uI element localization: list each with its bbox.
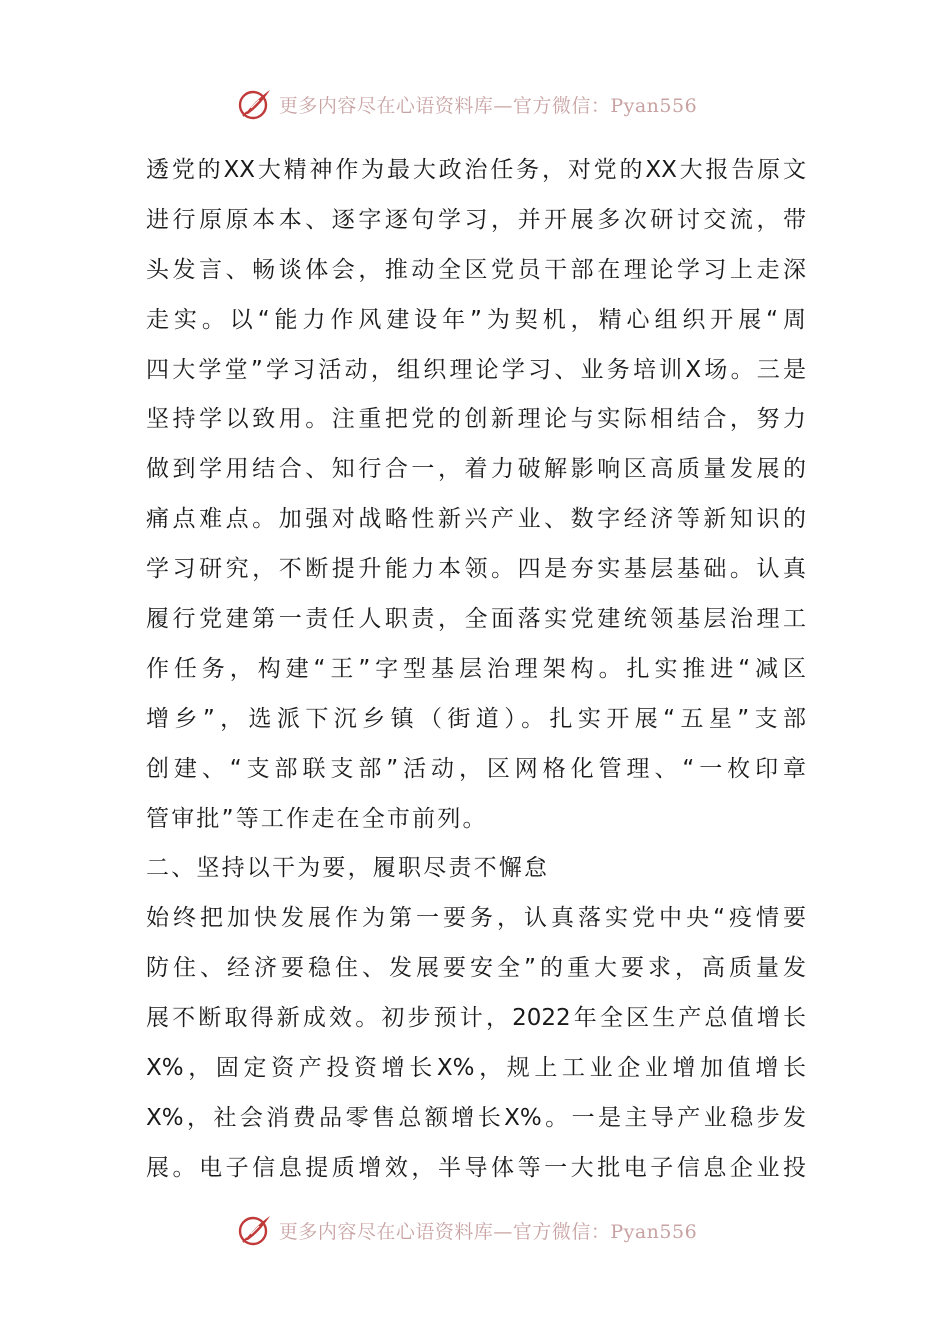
text-line: 始终把加快发展作为第一要务，认真落实党中央“疫情要 xyxy=(146,905,806,932)
text-line: X%，固定资产投资增长X%，规上工业企业增加值增长 xyxy=(146,1055,806,1082)
watermark-group xyxy=(237,87,697,121)
quill-logo-icon xyxy=(237,87,273,121)
text-line: X%，社会消费品零售总额增长X%。一是主导产业稳步发 xyxy=(146,1104,806,1131)
text-line: 履行党建第一责任人职责，全面落实党建统领基层治理工 xyxy=(146,606,806,633)
text-line: 防住、经济要稳住、发展要安全”的重大要求，高质量发 xyxy=(146,955,806,982)
text-line: 痛点难点。加强对战略性新兴产业、数字经济等新知识的 xyxy=(146,506,806,533)
section-heading: 二、坚持以干为要，履职尽责不懈怠 xyxy=(146,855,550,882)
document-body xyxy=(146,146,806,1194)
text-line: 增乡”，选派下沉乡镇（街道）。扎实开展“五星”支部 xyxy=(146,705,806,732)
text-line: 展。电子信息提质增效，半导体等一大批电子信息企业投 xyxy=(146,1154,806,1181)
text-line: 创建、“支部联支部”活动，区网格化管理、“一枚印章 xyxy=(146,755,806,782)
watermark-text: 更多内容尽在心语资料库—官方微信：Pyan556 xyxy=(278,1220,698,1243)
text-line: 进行原原本本、逐字逐句学习，并开展多次研讨交流，带 xyxy=(146,206,806,233)
text-line: 展不断取得新成效。初步预计，2022年全区生产总值增长 xyxy=(146,1005,806,1032)
footer-watermark xyxy=(0,1210,950,1250)
text-line: 透党的XX大精神作为最大政治任务，对党的XX大报告原文 xyxy=(146,157,806,183)
text-line: 坚持学以致用。注重把党的创新理论与实际相结合，努力 xyxy=(146,406,806,433)
watermark-group xyxy=(237,1213,697,1247)
quill-logo-icon xyxy=(237,1213,273,1247)
header-watermark xyxy=(0,84,950,124)
watermark-text: 更多内容尽在心语资料库—官方微信：Pyan556 xyxy=(278,94,698,117)
text-line: 做到学用结合、知行合一，着力破解影响区高质量发展的 xyxy=(146,456,806,483)
text-line: 四大学堂”学习活动，组织理论学习、业务培训X场。三是 xyxy=(146,356,806,383)
text-line: 管审批”等工作走在全市前列。 xyxy=(146,805,488,832)
text-line: 学习研究，不断提升能力本领。四是夯实基层基础。认真 xyxy=(146,556,806,583)
text-line: 作任务，构建“王”字型基层治理架构。扎实推进“减区 xyxy=(146,655,806,682)
text-line: 头发言、畅谈体会，推动全区党员干部在理论学习上走深 xyxy=(146,256,806,283)
text-line: 走实。以“能力作风建设年”为契机，精心组织开展“周 xyxy=(146,306,806,333)
